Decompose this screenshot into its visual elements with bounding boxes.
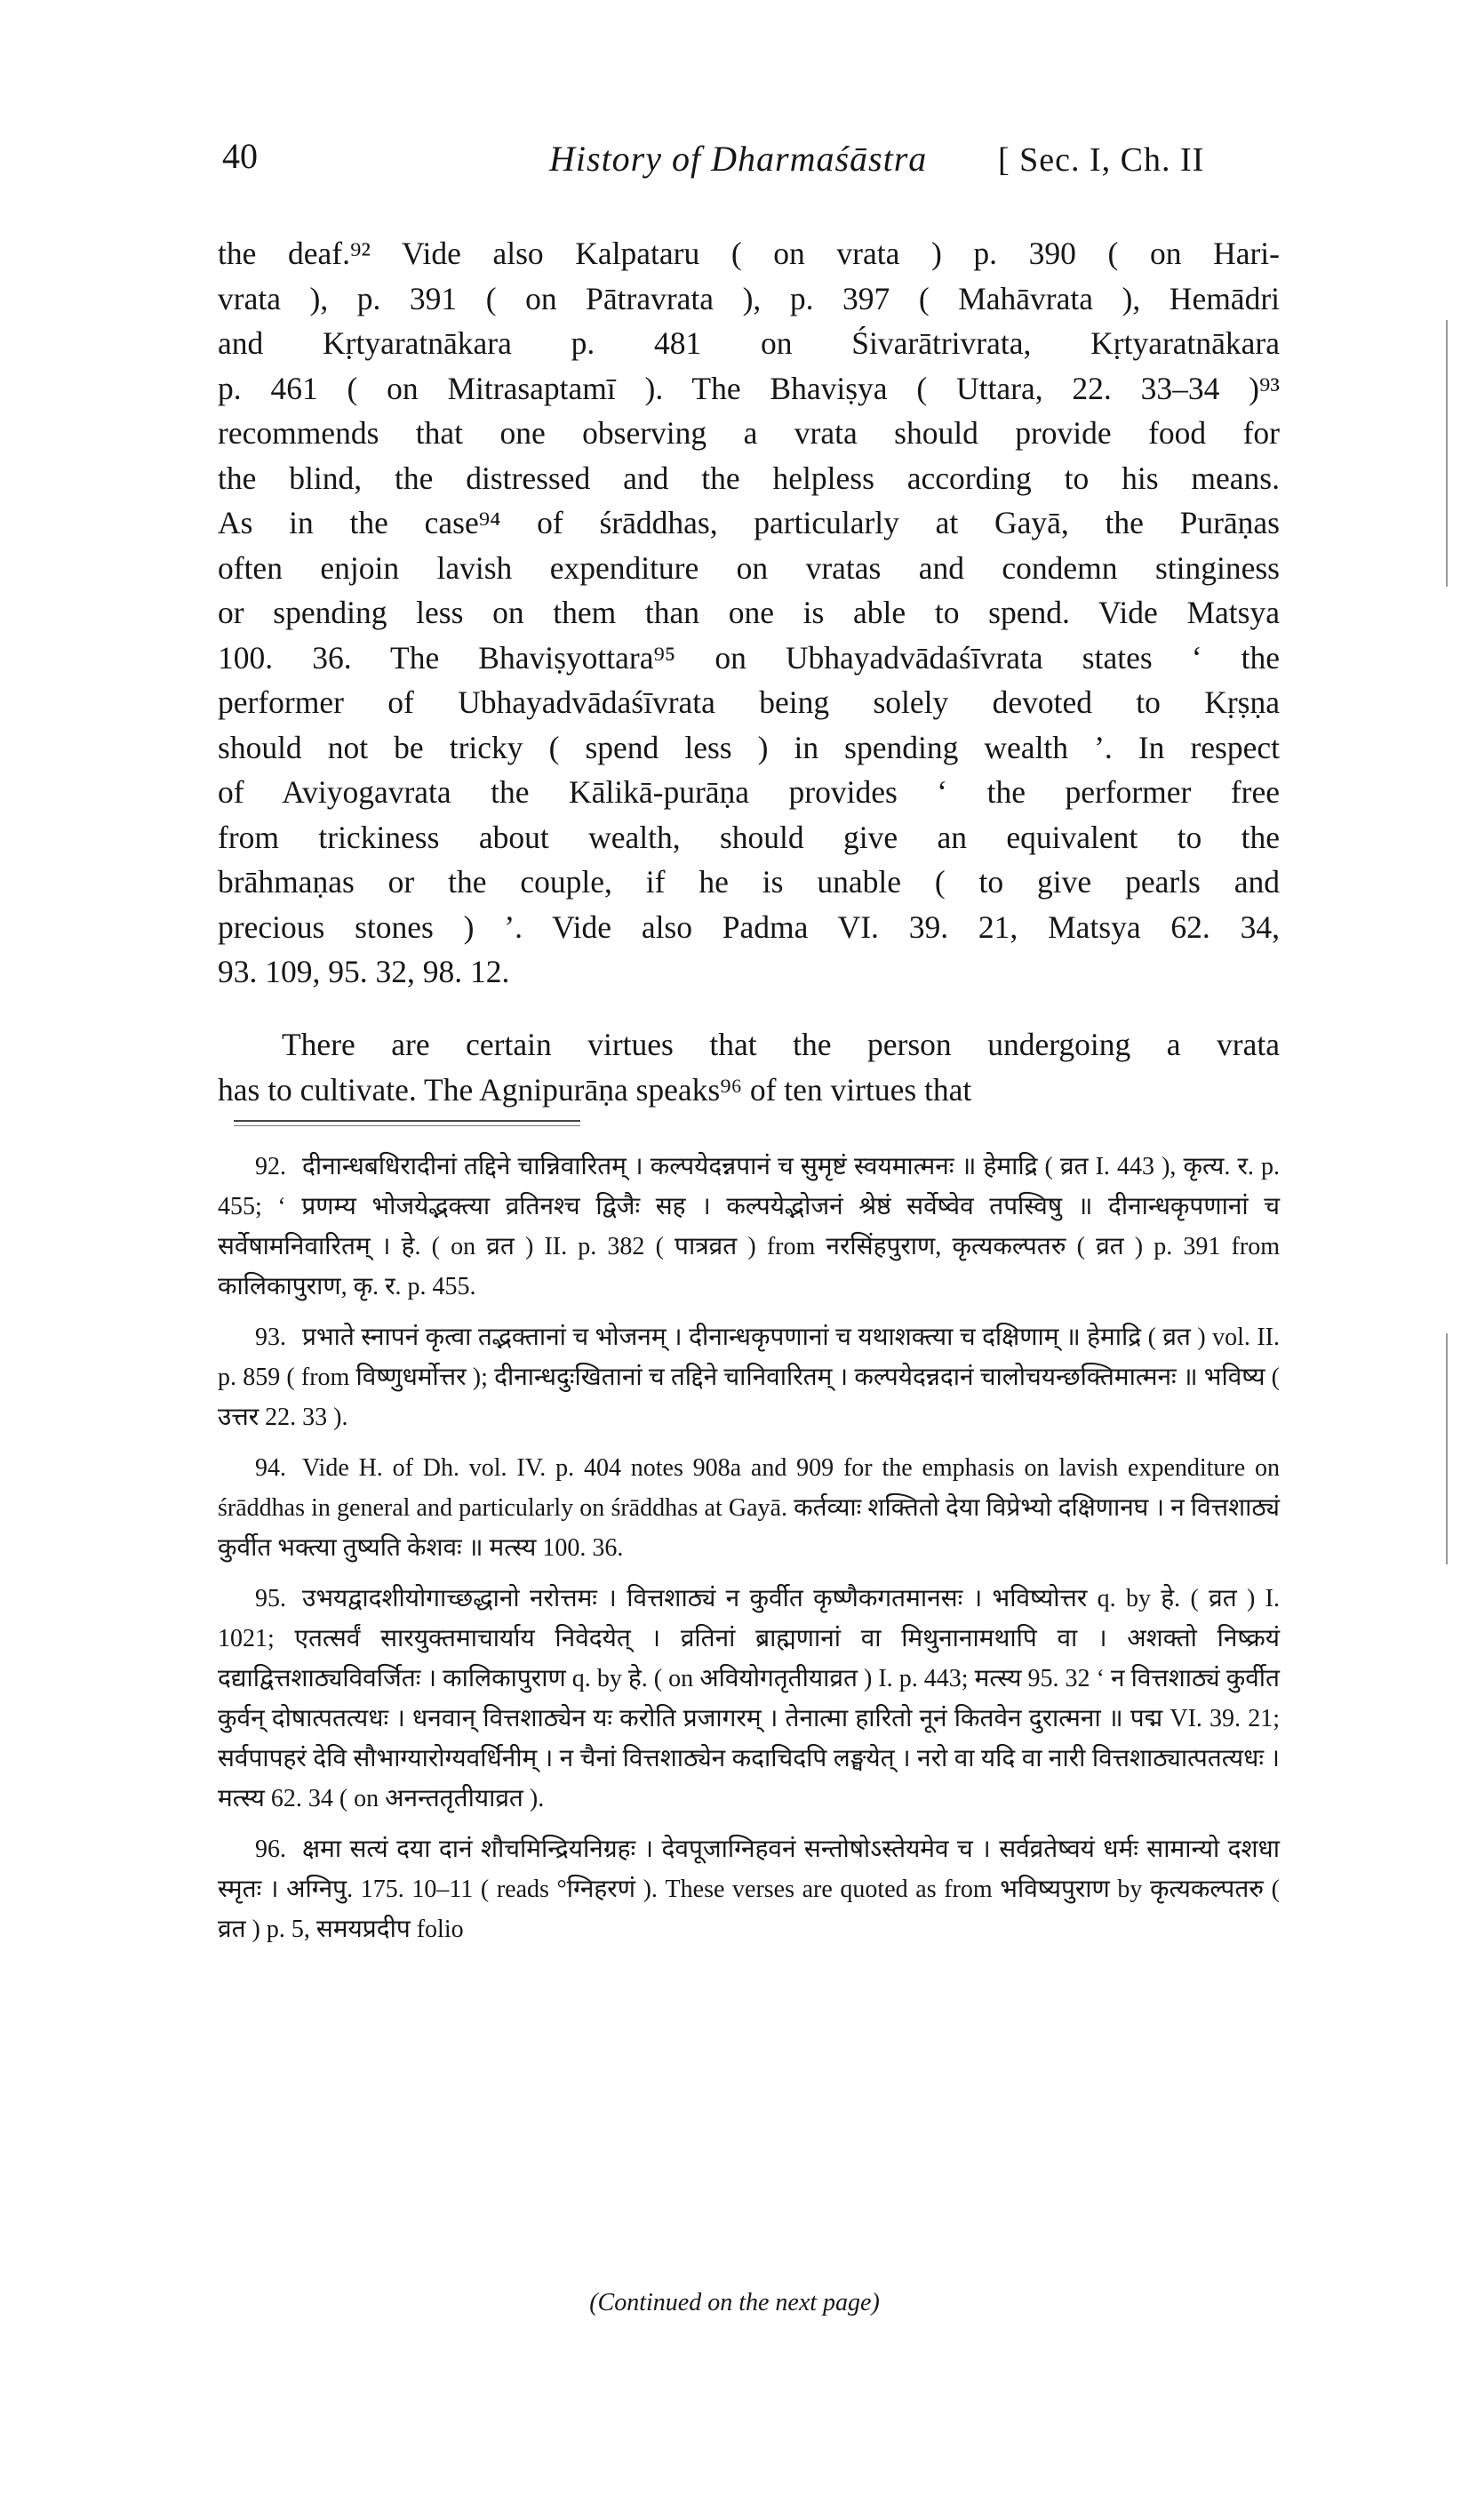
text-line: recommends that one observing a vrata should provide food for — [218, 415, 1280, 451]
text-line: p. 461 ( on Mitrasaptamī ). The Bhaviṣya ( Uttara, 22. 33–34 )⁹³ — [218, 370, 1280, 406]
text-line: should not be tricky ( spend less ) in spending wealth ’. In respect — [218, 729, 1280, 765]
text-line: and Kṛtyaratnākara p. 481 on Śivarātrivrata, Kṛtyaratnākara — [218, 325, 1280, 361]
running-title: History of Dharmaśāstra — [549, 139, 928, 179]
text-line: There are certain virtues that the person undergoing a vrata — [282, 1027, 1280, 1062]
footnote-96 — [218, 1829, 1280, 1949]
paragraph-2 — [218, 1022, 1280, 1112]
footnote-number: 93. — [255, 1324, 286, 1351]
text-line: As in the case⁹⁴ of śrāddhas, particularly at Gayā, the Purāṇas — [218, 505, 1280, 540]
footnote-number: 96. — [255, 1836, 286, 1863]
footnote-92 — [218, 1147, 1280, 1307]
footnote-text: Vide H. of Dh. vol. IV. p. 404 notes 908a and 909 for the emphasis on lavish expenditure on śrāddhas in general and particularly on śrāddhas at Gayā. कर्तव्याः शक्तितो देया विप्रेभ्यो दक्षिणानघ । न वित्तशाठ्यं कुर्वीत भक्त्या तुष्यति केशवः ॥ मत्स्य 100. 36. — [218, 1454, 1280, 1562]
continued-note: (Continued on the next page) — [589, 2289, 880, 2316]
scan-margin-line — [1446, 320, 1448, 587]
text-line: the deaf.⁹² Vide also Kalpataru ( on vrata ) p. 390 ( on Hari- — [218, 236, 1280, 271]
text-line: from trickiness about wealth, should give an equivalent to the — [218, 819, 1280, 855]
footnote-separator-thin — [234, 1125, 580, 1126]
footnote-94 — [218, 1448, 1280, 1568]
footnote-separator — [234, 1120, 580, 1122]
footnote-number: 92. — [255, 1153, 286, 1180]
text-line: often enjoin lavish expenditure on vratas and condemn stinginess — [218, 549, 1280, 586]
text-line: vrata ), p. 391 ( on Pātravrata ), p. 397 ( Mahāvrata ), Hemādri — [218, 280, 1280, 316]
text-line: performer of Ubhayadvādaśīvrata being solely devoted to Kṛṣṇa — [218, 684, 1280, 720]
section-label: [ Sec. I, Ch. II — [998, 141, 1205, 179]
page-number: 40 — [222, 136, 258, 176]
text-line: or spending less on them than one is able to spend. Vide Matsya — [218, 595, 1280, 630]
footnote-text: दीनान्धबधिरादीनां तद्दिने चान्निवारितम् । कल्पयेदन्नपानं च सुमृष्टं स्वयमात्मनः ॥ हेमाद्रि ( व्रत I. 443 ), कृत्य. र. p. 455; ‘ प्रणम्य भोजयेद्भक्त्या व्रतिनश्च द्विजैः सह । कल्पयेद्भोजनं श्रेष्ठं सर्वेष्वेव तपस्विषु ॥ दीनान्धकृपणानां च सर्वेषामनिवारितम् । हे. ( on व्रत ) II. p. 382 ( पात्रव्रत ) from नरसिंहपुराण, कृत्यकल्पतरु ( व्रत ) p. 391 from कालिकापुराण, कृ. र. p. 455. — [218, 1153, 1280, 1300]
footnote-text: उभयद्वादशीयोगाच्छद्धानो नरोत्तमः । वित्तशाठ्यं न कुर्वीत कृष्णैकगतमानसः । भविष्योत्तर q. by हे. ( व्रत ) I. 1021; एतत्सर्वं सारयुक्तमाचार्याय निवेदयेत् । व्रतिनां ब्राह्मणानां वा मिथुनानामथापि वा । अशक्तो निष्क्रयं दद्याद्वित्तशाठ्यविवर्जितः । कालिकापुराण q. by हे. ( on अवियोगतृतीयाव्रत ) I. p. 443; मत्स्य 95. 32 ‘ न वित्तशाठ्यं कुर्वीत कुर्वन् दोषात्पतत्यधः । धनवान् वित्तशाठ्येन यः करोति प्रजागरम् । तेनात्मा हारितो नूनं कितवेन दुरात्मना ॥ पद्म VI. 39. 21; सर्वपापहरं देवि सौभाग्यारोग्यवर्धिनीम् । न चैनां वित्तशाठ्येन कदाचिदपि लङ्घयेत् । नरो वा यदि वा नारी वित्तशाठ्यात्पतत्यधः । मत्स्य 62. 34 ( on अनन्ततृतीयाव्रत ). — [218, 1585, 1280, 1812]
text-line: 100. 36. The Bhaviṣyottara⁹⁵ on Ubhayadvādaśīvrata states ‘ the — [218, 639, 1280, 676]
footnotes — [218, 1147, 1280, 1960]
footnote-95 — [218, 1579, 1280, 1819]
text-line: 93. 109, 95. 32, 98. 12. — [218, 954, 510, 989]
text-line: the blind, the distressed and the helpless according to his means. — [218, 460, 1280, 496]
scan-margin-line — [1446, 1333, 1448, 1564]
footnote-93 — [218, 1317, 1280, 1437]
text-line: brāhmaṇas or the couple, if he is unable ( to give pearls and — [218, 864, 1280, 900]
footnote-text: प्रभाते स्नापनं कृत्वा तद्भक्तानां च भोजनम् । दीनान्धकृपणानां च यथाशक्त्या च दक्षिणाम् ॥ हेमाद्रि ( व्रत ) vol. II. p. 859 ( from विष्णुधर्मोत्तर ); दीनान्धदुःखितानां च तद्दिने चानिवारितम् । कल्पयेदन्नदानं चालोचयन्छक्तिमात्मनः ॥ भविष्य ( उत्तर 22. 33 ). — [218, 1324, 1280, 1431]
text-line: precious stones ) ’. Vide also Padma VI. 39. 21, Matsya 62. 34, — [218, 908, 1280, 945]
footnote-number: 94. — [255, 1454, 286, 1482]
footnote-number: 95. — [255, 1585, 286, 1612]
text-line: of Aviyogavrata the Kālikā-purāṇa provides ‘ the performer free — [218, 774, 1280, 810]
paragraph-1 — [218, 231, 1280, 995]
text-line: has to cultivate. The Agnipurāṇa speaks⁹⁶ of ten virtues that — [218, 1071, 972, 1108]
footnote-text: क्षमा सत्यं दया दानं शौचमिन्द्रियनिग्रहः । देवपूजाग्निहवनं सन्तोषोऽस्तेयमेव च । सर्वव्रतेष्वयं धर्मः सामान्यो दशधा स्मृतः । अग्निपु. 175. 10–11 ( reads °ग्निहरणं ). These verses are quoted as from भविष्यपुराण by कृत्यकल्पतरु ( व्रत ) p. 5, समयप्रदीप folio — [218, 1836, 1280, 1943]
